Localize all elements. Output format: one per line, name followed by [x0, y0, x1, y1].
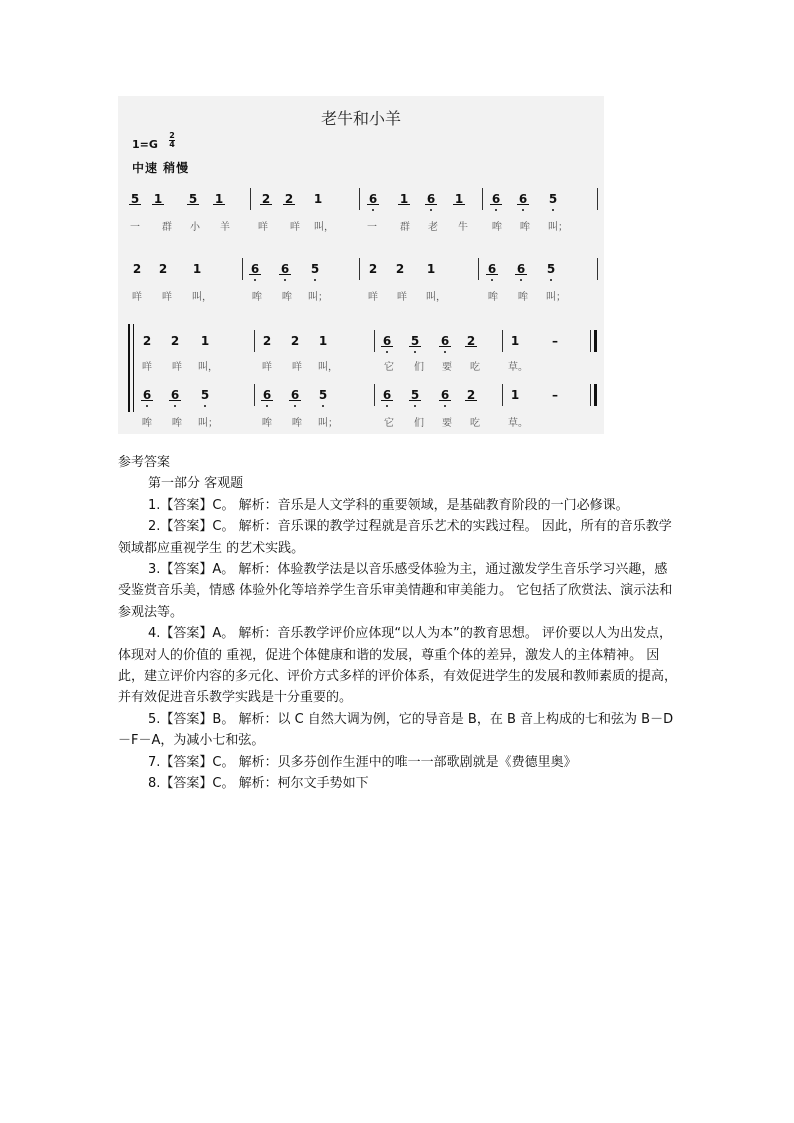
lyric: 咩 [132, 292, 142, 303]
key-signature: 1=G [132, 138, 158, 151]
answer-item: 4.【答案】A。 解析：音乐教学评价应体现“以人为本”的教育思想。 评价要以人为出发点，体现对人的价值的 重视，促进个体健康和谐的发展，尊重个体的差异，激发人的主体精神。 因此，建立评价内容的多元化、评价方式多样的评价体系，有效促进学生的发展和教师素质的提高，并有效促进音乐教学实践是十分重要的。 [118, 626, 678, 706]
note: 5 [544, 262, 558, 276]
lyric: 牛 [458, 222, 468, 233]
lyric: 咩 [290, 222, 300, 233]
note: 6 [140, 388, 154, 402]
lyric: 哞 [292, 418, 302, 429]
note: 6 [278, 262, 292, 276]
lyric: 哞 [282, 292, 292, 303]
lyric: 吃 [470, 362, 480, 373]
note: 6 [424, 192, 438, 206]
note: 2 [464, 334, 478, 348]
note: 1 [510, 388, 520, 402]
note: 5 [308, 262, 322, 276]
note: 1 [397, 192, 411, 206]
lyric: 叫； [546, 292, 566, 303]
lyric: 哞 [488, 292, 498, 303]
bar-line [590, 330, 591, 352]
note: – [552, 388, 558, 402]
bar-line [478, 258, 479, 280]
bar-line [597, 188, 598, 210]
bar-line [374, 330, 375, 352]
note: 6 [168, 388, 182, 402]
lyric: 咩 [397, 292, 407, 303]
note: – [552, 334, 558, 348]
note: 5 [198, 388, 212, 402]
lyric: 草。 [508, 362, 528, 373]
note: 2 [290, 334, 300, 348]
bar-line [482, 188, 483, 210]
lyric: 叫， [192, 292, 212, 303]
lyrics-line-1 [118, 218, 604, 234]
section-title: 第一部分 客观题 [148, 476, 244, 492]
lyric: 叫； [548, 222, 568, 233]
note: 6 [248, 262, 262, 276]
lyric: 草。 [508, 418, 528, 429]
lyric: 们 [414, 362, 424, 373]
note: 6 [438, 388, 452, 402]
note: 5 [546, 192, 560, 206]
notation-line-3 [118, 334, 604, 356]
lyric: 要 [442, 418, 452, 429]
lyric: 叫， [198, 362, 218, 373]
lyric: 叫； [198, 418, 218, 429]
note: 2 [259, 192, 273, 206]
lyric: 一 [130, 222, 140, 233]
lyric: 叫， [426, 292, 446, 303]
bar-line [254, 384, 255, 406]
lyric: 咩 [142, 362, 152, 373]
answer-item: 1.【答案】C。 解析：音乐是人文学科的重要领域，是基础教育阶段的一门必修课。 [148, 497, 629, 513]
lyric: 咩 [172, 362, 182, 373]
lyric: 叫； [308, 292, 328, 303]
notation-line-4 [118, 388, 604, 410]
bar-line [502, 330, 503, 352]
lyric: 叫， [318, 362, 338, 373]
sheet-music-image [118, 96, 604, 434]
answer-section [118, 452, 678, 795]
answer-item: 8.【答案】C。 解析：柯尔文手势如下 [148, 776, 369, 792]
notation-line-2 [118, 262, 604, 284]
notation-line-1 [118, 192, 604, 214]
lyric: 叫， [314, 222, 334, 233]
lyric: 要 [442, 362, 452, 373]
note: 1 [200, 334, 210, 348]
lyric: 群 [400, 222, 410, 233]
bar-line [242, 258, 243, 280]
note: 1 [426, 262, 436, 276]
lyric: 咩 [292, 362, 302, 373]
note: 6 [260, 388, 274, 402]
note: 6 [485, 262, 499, 276]
note: 2 [262, 334, 272, 348]
lyric: 老 [428, 222, 438, 233]
answer-item: 5.【答案】B。 解析：以 C 自然大调为例，它的导音是 B，在 B 音上构成的七和弦为 B－D－F－A，为减小七和弦。 [118, 711, 674, 749]
lyric: 咩 [162, 292, 172, 303]
lyric: 哞 [520, 222, 530, 233]
note: 2 [132, 262, 142, 276]
final-bar-line [594, 330, 597, 352]
bar-line [502, 384, 503, 406]
note: 2 [464, 388, 478, 402]
song-title: 老牛和小羊 [320, 109, 401, 128]
note: 6 [516, 192, 530, 206]
note: 5 [128, 192, 142, 206]
lyrics-line-4 [118, 414, 604, 430]
lyric: 咩 [262, 362, 272, 373]
note: 6 [380, 388, 394, 402]
lyric: 群 [162, 222, 172, 233]
note: 2 [142, 334, 152, 348]
meter-top: 2 [169, 131, 175, 140]
answer-item: 7.【答案】C。 解析：贝多芬创作生涯中的唯一一部歌剧就是《费德里奥》 [148, 754, 577, 770]
lyric: 它 [384, 362, 394, 373]
note: 5 [408, 388, 422, 402]
note: 1 [313, 192, 323, 206]
lyrics-line-2 [118, 288, 604, 304]
tempo-marking: 中速 稍慢 [132, 161, 190, 175]
note: 1 [192, 262, 202, 276]
note: 5 [186, 192, 200, 206]
note: 2 [282, 192, 296, 206]
lyric: 它 [384, 418, 394, 429]
lyric: 们 [414, 418, 424, 429]
final-bar-line [594, 384, 597, 406]
answer-item: 2.【答案】C。 解析：音乐课的教学过程就是音乐艺术的实践过程。 因此，所有的音乐教学领域都应重视学生 的艺术实践。 [118, 519, 672, 556]
bar-line [250, 188, 251, 210]
note: 1 [151, 192, 165, 206]
answers-heading: 参考答案 [118, 455, 171, 470]
lyric: 吃 [470, 418, 480, 429]
bar-line [254, 330, 255, 352]
note: 1 [510, 334, 520, 348]
lyric: 小 [190, 222, 200, 233]
bar-line [590, 384, 591, 406]
lyric: 哞 [252, 292, 262, 303]
lyric: 哞 [518, 292, 528, 303]
lyric: 一 [367, 222, 377, 233]
lyric: 咩 [258, 222, 268, 233]
bar-line [359, 188, 360, 210]
lyric: 哞 [142, 418, 152, 429]
time-signature [168, 132, 176, 149]
note: 6 [438, 334, 452, 348]
note: 6 [288, 388, 302, 402]
lyric: 咩 [368, 292, 378, 303]
answer-item: 3.【答案】A。 解析：体验教学法是以音乐感受体验为主，通过激发学生音乐学习兴趣，感受鉴赏音乐美，情感 体验外化等培养学生音乐审美情趣和审美能力。 它包括了欣赏法、演示法和参观法等。 [118, 562, 673, 620]
lyric: 哞 [172, 418, 182, 429]
note: 2 [368, 262, 378, 276]
meter-bottom: 4 [169, 140, 175, 149]
lyric: 叫； [318, 418, 338, 429]
note: 6 [380, 334, 394, 348]
bar-line [359, 258, 360, 280]
note: 5 [316, 388, 330, 402]
note: 5 [408, 334, 422, 348]
lyric: 哞 [262, 418, 272, 429]
note: 2 [395, 262, 405, 276]
note: 6 [514, 262, 528, 276]
note: 1 [318, 334, 328, 348]
note: 2 [170, 334, 180, 348]
note: 1 [212, 192, 226, 206]
note: 2 [158, 262, 168, 276]
note: 6 [489, 192, 503, 206]
lyric: 哞 [492, 222, 502, 233]
bar-line [374, 384, 375, 406]
lyrics-line-3 [118, 358, 604, 374]
bar-line [597, 258, 598, 280]
note: 6 [366, 192, 380, 206]
lyric: 羊 [220, 222, 230, 233]
note: 1 [452, 192, 466, 206]
